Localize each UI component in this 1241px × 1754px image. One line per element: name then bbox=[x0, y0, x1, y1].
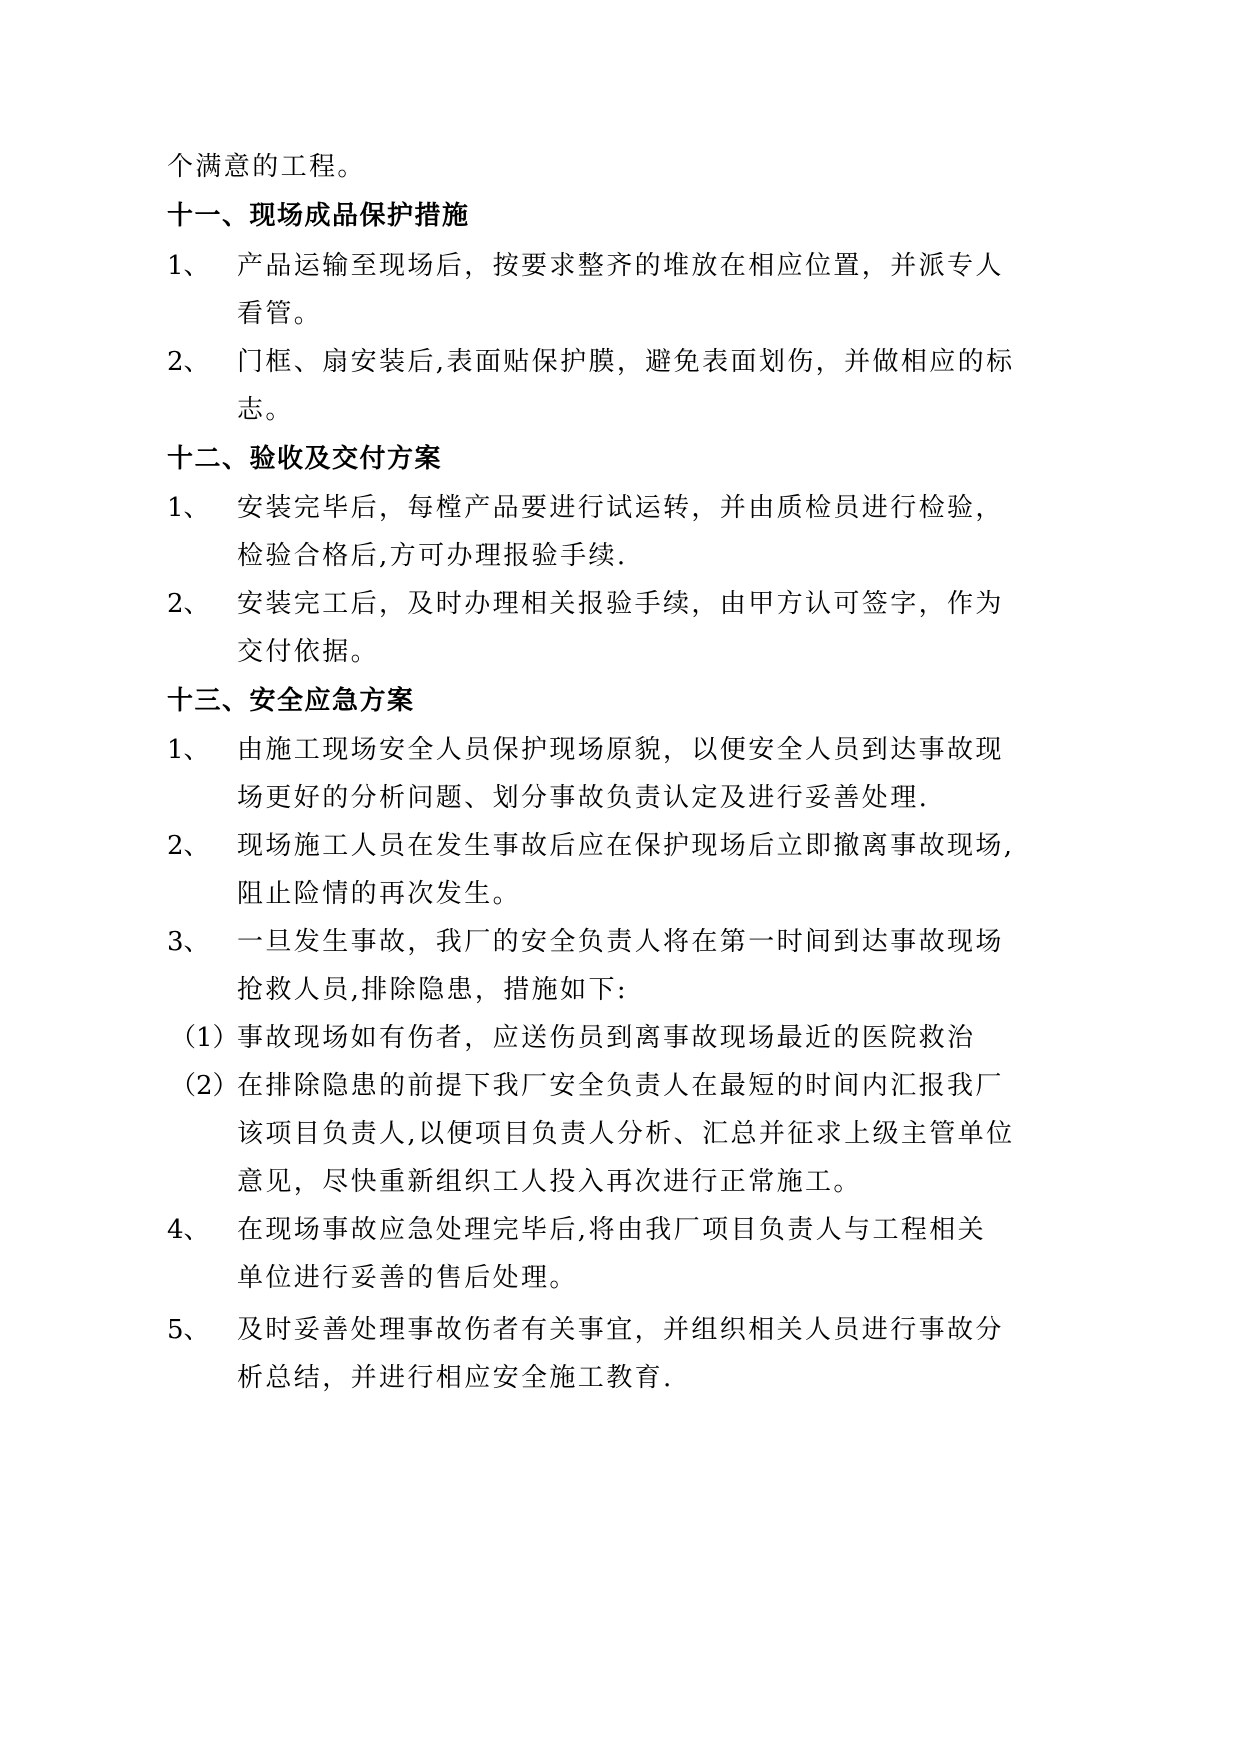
item-text: 检验合格后,方可办理报验手续. bbox=[237, 541, 628, 571]
item-text: 抢救人员,排除隐患，措施如下: bbox=[237, 975, 629, 1005]
item-text: 意见，尽快重新组织工人投入再次进行正常施工。 bbox=[237, 1167, 862, 1197]
item-text: 场更好的分析问题、划分事故负责认定及进行妥善处理. bbox=[237, 783, 930, 813]
item-text: 交付依据。 bbox=[237, 637, 380, 667]
section-heading-13: 十三、安全应急方案 bbox=[167, 686, 415, 716]
item-number: 1、 bbox=[167, 735, 210, 765]
item-number: 2、 bbox=[167, 347, 210, 377]
item-number: 4、 bbox=[167, 1215, 210, 1245]
section-heading-11: 十一、现场成品保护措施 bbox=[167, 201, 470, 231]
item-text: 在排除隐患的前提下我厂安全负责人在最短的时间内汇报我厂 bbox=[237, 1071, 1004, 1101]
item-text: 析总结，并进行相应安全施工教育. bbox=[237, 1363, 674, 1393]
item-text: 安装完毕后，每樘产品要进行试运转，并由质检员进行检验， bbox=[237, 493, 1004, 523]
item-text: 安装完工后，及时办理相关报验手续，由甲方认可签字，作为 bbox=[237, 589, 1004, 619]
item-text: 现场施工人员在发生事故后应在保护现场后立即撤离事故现场, bbox=[237, 831, 1015, 861]
item-number: 3、 bbox=[167, 927, 210, 957]
item-text: 一旦发生事故，我厂的安全负责人将在第一时间到达事故现场 bbox=[237, 927, 1004, 957]
sub-item-number: （1） bbox=[170, 1023, 239, 1053]
item-text: 阻止险情的再次发生。 bbox=[237, 879, 522, 909]
item-text: 单位进行妥善的售后处理。 bbox=[237, 1263, 578, 1293]
item-number: 1、 bbox=[167, 251, 210, 281]
item-number: 2、 bbox=[167, 589, 210, 619]
item-text: 该项目负责人,以便项目负责人分析、汇总并征求上级主管单位 bbox=[237, 1119, 1015, 1149]
item-text: 看管。 bbox=[237, 299, 323, 329]
item-text: 志。 bbox=[237, 395, 294, 425]
item-text: 事故现场如有伤者，应送伤员到离事故现场最近的医院救治 bbox=[237, 1023, 976, 1053]
item-number: 2、 bbox=[167, 831, 210, 861]
item-number: 5、 bbox=[167, 1315, 210, 1345]
sub-item-number: （2） bbox=[170, 1071, 239, 1101]
intro-line: 个满意的工程。 bbox=[167, 152, 366, 182]
item-text: 由施工现场安全人员保护现场原貌，以便安全人员到达事故现 bbox=[237, 735, 1004, 765]
item-text: 产品运输至现场后，按要求整齐的堆放在相应位置，并派专人 bbox=[237, 251, 1004, 281]
item-text: 在现场事故应急处理完毕后,将由我厂项目负责人与工程相关 bbox=[237, 1215, 987, 1245]
item-text: 及时妥善处理事故伤者有关事宜，并组织相关人员进行事故分 bbox=[237, 1315, 1004, 1345]
item-text: 门框、扇安装后,表面贴保护膜，避免表面划伤，并做相应的标 bbox=[237, 347, 1015, 377]
section-heading-12: 十二、验收及交付方案 bbox=[167, 444, 443, 474]
item-number: 1、 bbox=[167, 493, 210, 523]
